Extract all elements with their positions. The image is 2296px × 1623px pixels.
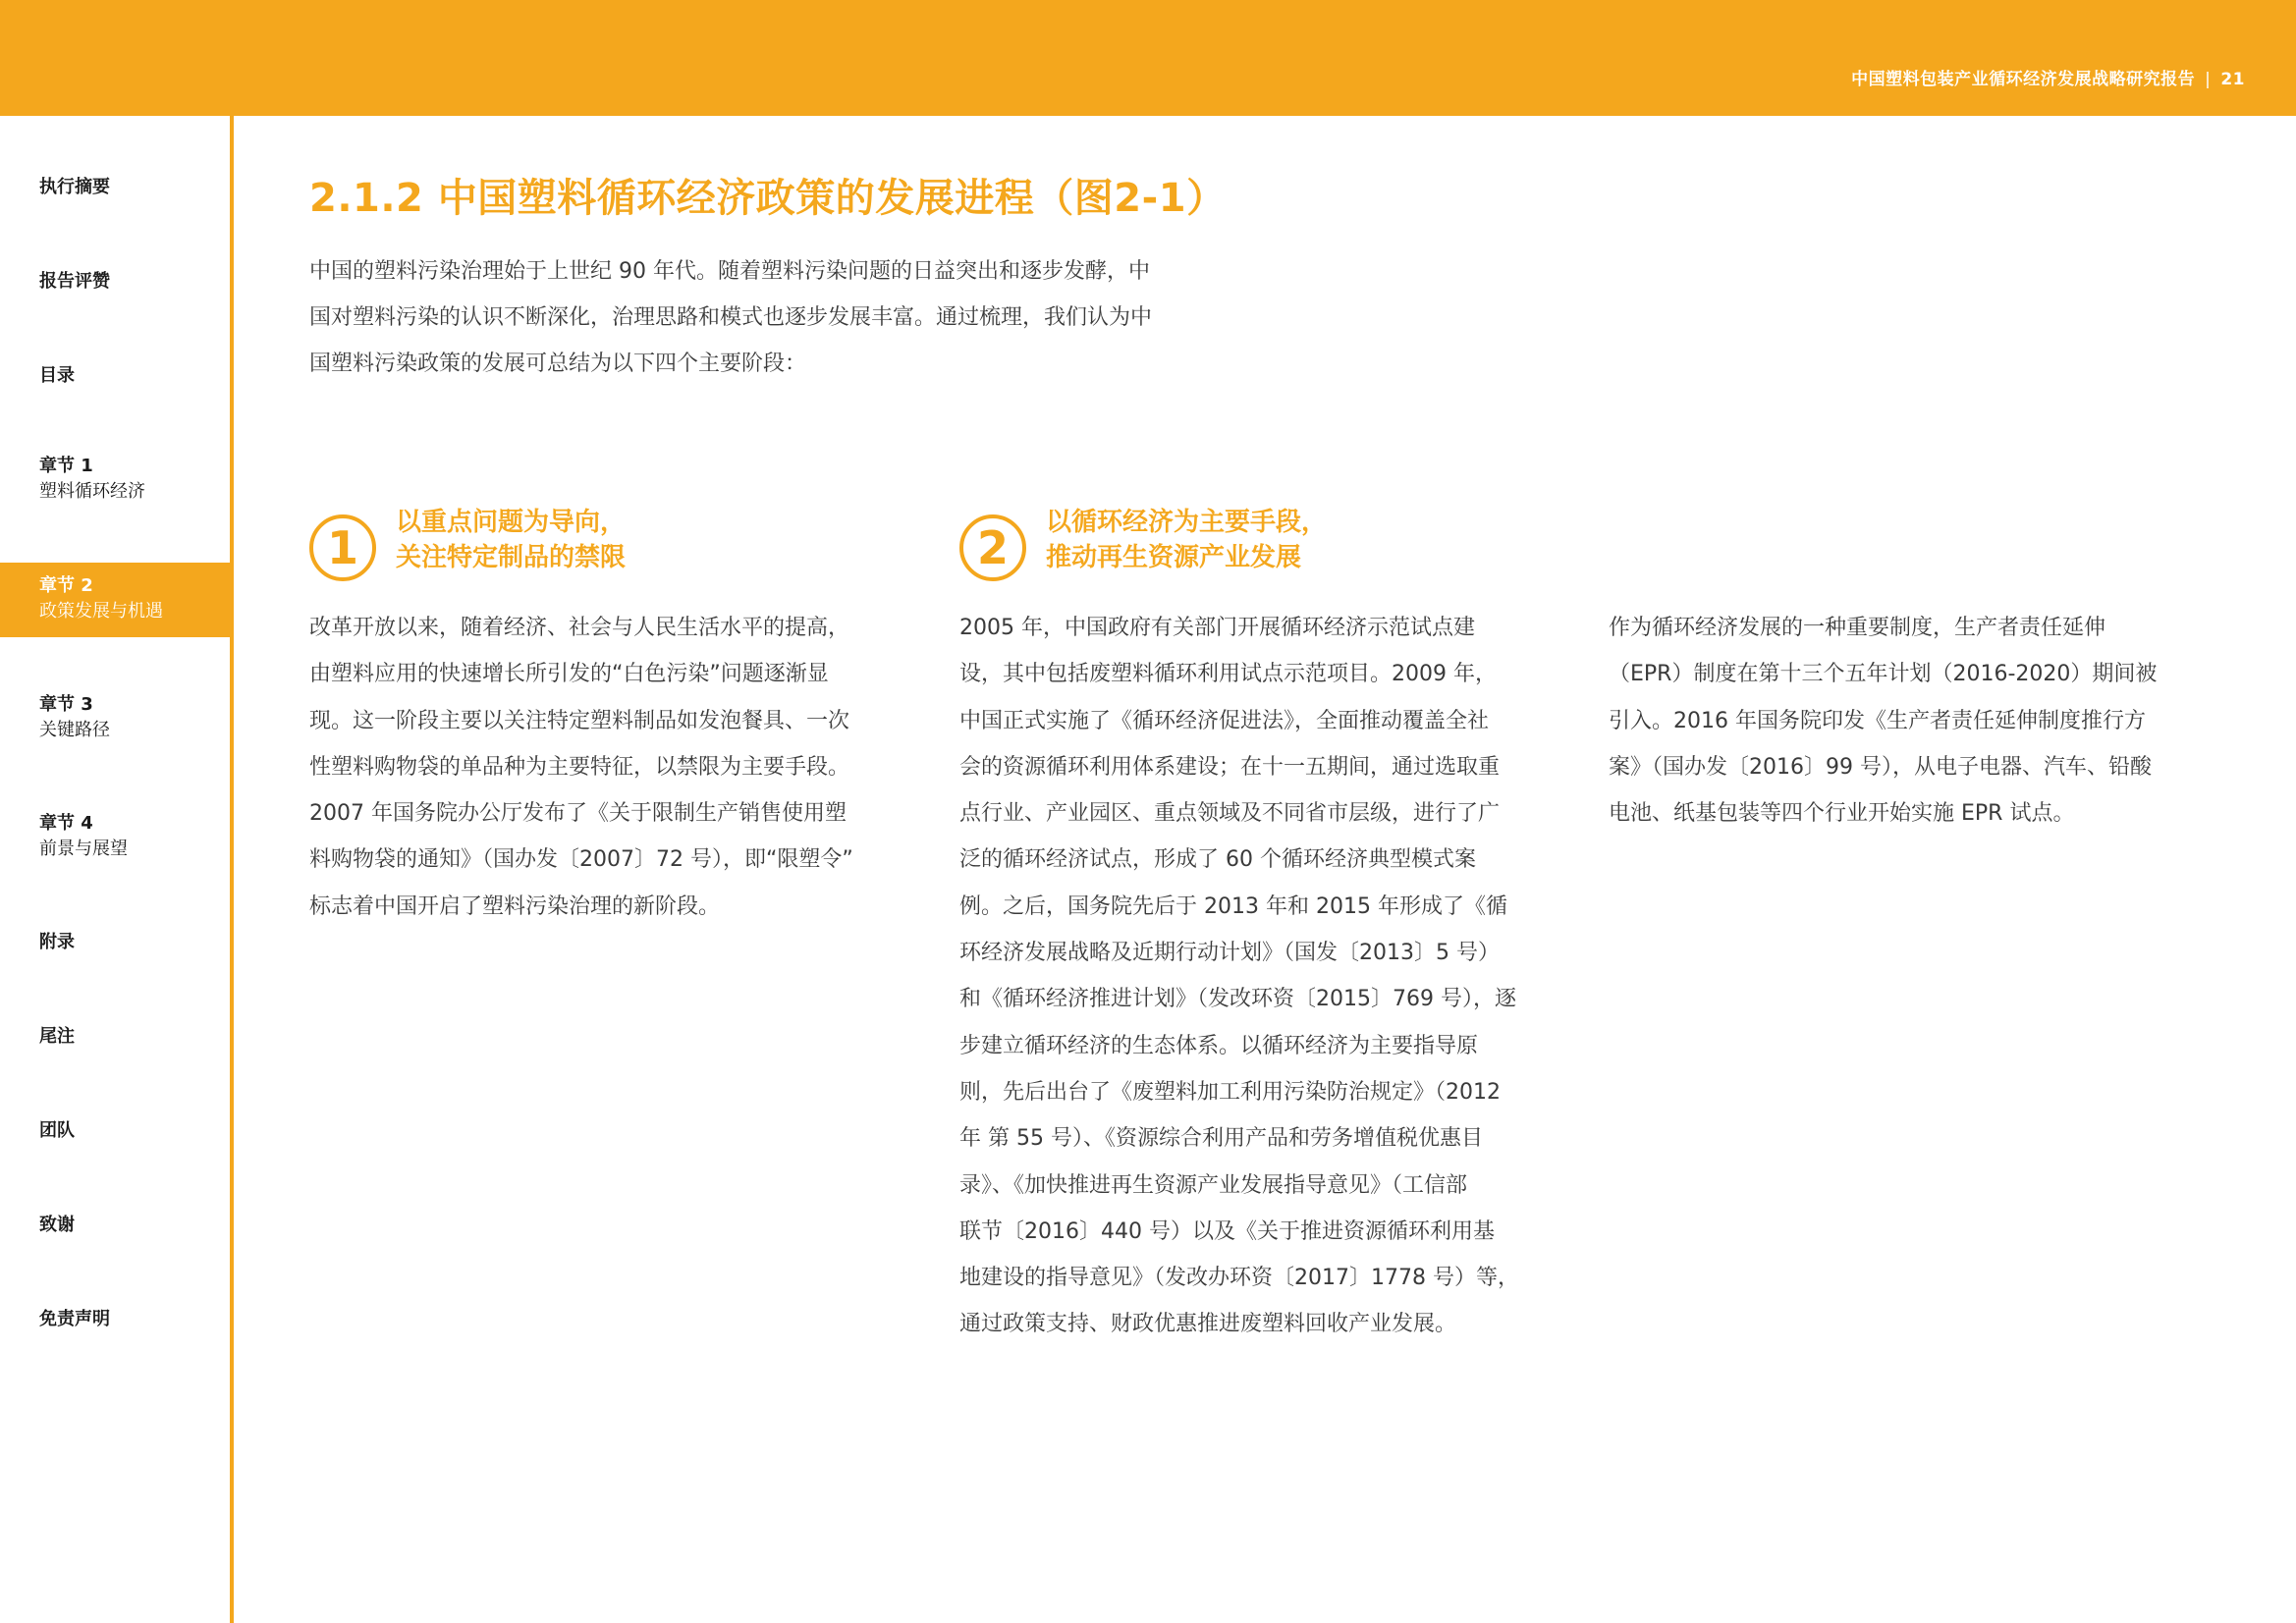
sidebar-item-report-endorsements[interactable] [0,269,230,295]
sidebar-item-label: 团队 [39,1120,75,1141]
phase-title-line: 关注特定制品的禁限 [396,543,627,572]
sidebar-item-label: 免责声明 [39,1309,110,1329]
intro-line: 中国的塑料污染治理始于上世纪 90 年代。随着塑料污染问题的日益突出和逐步发酵，中 [309,259,1150,284]
header-separator: | [2205,70,2212,89]
sidebar-item-label: 章节 1 [39,456,93,476]
sidebar-item-endnotes[interactable] [0,1024,230,1050]
sidebar-item-label: 章节 2 [39,575,93,596]
sidebar-item-team[interactable] [0,1118,230,1144]
body-line: 电池、纸基包装等四个行业开始实施 EPR 试点。 [1609,801,2075,827]
body-line: 2005 年，中国政府有关部门开展循环经济示范试点建 [959,616,1475,640]
body-line: 步建立循环经济的生态体系。以循环经济为主要指导原 [959,1033,1479,1058]
sidebar-item-sublabel: 关键路径 [39,720,110,740]
sidebar-item-label: 尾注 [39,1026,75,1047]
body-line: 地建设的指导意见》（发改办环资〔2017〕1778 号）等， [959,1266,1519,1291]
sidebar-item-label: 附录 [39,932,75,952]
body-line: 由塑料应用的快速增长所引发的“白色污染”问题逐渐显 [309,662,829,687]
circled-number-1: 1 [309,514,376,581]
body-line: （EPR）制度在第十三个五年计划（2016-2020）期间被 [1609,662,2158,687]
running-header [1851,65,2245,89]
header-bar [0,0,2296,116]
circled-number-2: 2 [959,514,1026,581]
phase-title-line: 以重点问题为导向， [396,508,627,537]
sidebar-item-sublabel: 塑料循环经济 [39,481,145,502]
phase-1-body [309,605,899,930]
body-line: 料购物袋的通知》（国办发〔2007〕72 号），即“限塑令” [309,847,853,873]
body-line: 作为循环经济发展的一种重要制度，生产者责任延伸 [1609,616,2106,640]
sidebar-item-contents[interactable] [0,363,230,389]
body-line: 引入。2016 年国务院印发《生产者责任延伸制度推行方 [1609,708,2146,733]
sidebar-item-label: 章节 4 [39,813,93,834]
intro-line: 国塑料污染政策的发展可总结为以下四个主要阶段： [309,352,807,376]
section-title: 2.1.2 中国塑料循环经济政策的发展进程（图2-1） [309,176,1227,221]
body-line: 年 第 55 号）、《资源综合利用产品和劳务增值税优惠目 [959,1126,1483,1152]
body-line: 设，其中包括废塑料循环利用试点示范项目。2009 年， [959,662,1497,687]
sidebar-item-label: 章节 3 [39,694,93,715]
phase-title-line: 以循环经济为主要手段， [1046,508,1328,537]
sidebar-item-sublabel: 前景与展望 [39,839,128,859]
body-line: 会的资源循环利用体系建设；在十一五期间，通过选取重 [959,754,1501,780]
sidebar-item-label: 报告评赞 [39,271,110,292]
sidebar-item-acknowledgements[interactable] [0,1213,230,1238]
body-line: 点行业、产业园区、重点领域及不同省市层级，进行了广 [959,801,1501,827]
body-line: 例。之后，国务院先后于 2013 年和 2015 年形成了《循 [959,893,1507,919]
sidebar-item-label: 致谢 [39,1215,75,1235]
sidebar-item-sublabel: 政策发展与机遇 [39,601,163,622]
intro-paragraph [309,248,1232,387]
intro-line: 国对塑料污染的认识不断深化，治理思路和模式也逐步发展丰富。通过梳理，我们认为中 [309,305,1153,330]
body-line: 改革开放以来，随着经济、社会与人民生活水平的提高， [309,616,850,640]
body-line: 环经济发展战略及近期行动计划》（国发〔2013〕5 号） [959,941,1500,966]
body-line: 联节〔2016〕440 号）以及《关于推进资源循环利用基 [959,1218,1495,1244]
body-line: 泛的循环经济试点，形成了 60 个循环经济典型模式案 [959,847,1476,873]
sidebar-item-chapter-3[interactable] [0,692,230,743]
body-line: 录》、《加快推进再生资源产业发展指导意见》（工信部 [959,1172,1468,1198]
sidebar-divider [230,116,234,1623]
sidebar-item-chapter-2[interactable] [0,563,234,637]
phase-2-body [959,605,1549,1348]
body-line: 则，先后出台了《废塑料加工利用污染防治规定》（2012 [959,1079,1501,1105]
body-line: 案》（国办发〔2016〕99 号），从电子电器、汽车、铅酸 [1609,754,2152,780]
body-line: 标志着中国开启了塑料污染治理的新阶段。 [309,893,721,919]
body-line: 现。这一阶段主要以关注特定塑料制品如发泡餐具、一次 [309,708,850,733]
sidebar-item-chapter-1[interactable] [0,454,230,505]
body-line: 性塑料购物袋的单品种为主要特征，以禁限为主要手段。 [309,754,850,780]
sidebar-item-label: 目录 [39,365,75,386]
body-line: 中国正式实施了《循环经济促进法》，全面推动覆盖全社 [959,708,1490,733]
sidebar-item-disclaimer[interactable] [0,1307,230,1332]
report-title: 中国塑料包装产业循环经济发展战略研究报告 [1851,70,2196,89]
sidebar-item-executive-summary[interactable] [0,175,230,200]
sidebar-item-label: 执行摘要 [39,177,110,197]
sidebar-item-appendix[interactable] [0,930,230,955]
sidebar-item-chapter-4[interactable] [0,811,230,862]
body-line: 2007 年国务院办公厅发布了《关于限制生产销售使用塑 [309,801,847,827]
page-number: 21 [2220,70,2245,89]
phase-1-title [396,505,626,575]
phase-title-line: 推动再生资源产业发展 [1046,543,1302,572]
body-line: 和《循环经济推进计划》（发改环资〔2015〕769 号），逐 [959,987,1516,1012]
epr-body [1609,605,2198,837]
phase-2-title [1046,505,1327,575]
body-line: 通过政策支持、财政优惠推进废塑料回收产业发展。 [959,1312,1457,1337]
